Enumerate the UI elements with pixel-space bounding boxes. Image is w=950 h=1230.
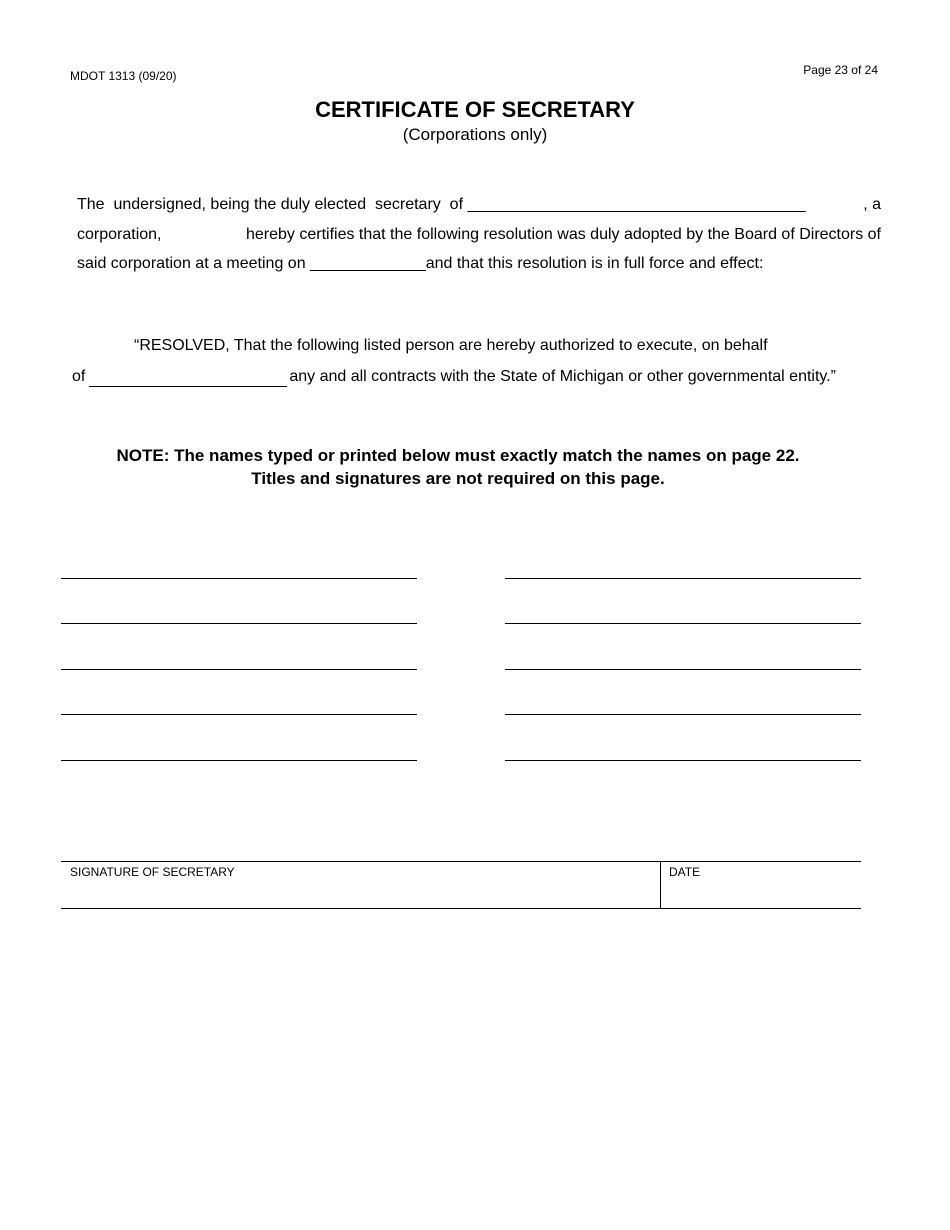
note-line-2: Titles and signatures are not required on this page. xyxy=(251,469,665,488)
name-line-field[interactable] xyxy=(61,578,417,579)
certification-text: , a xyxy=(863,196,881,213)
form-code: MDOT 1313 (09/20) xyxy=(70,69,177,83)
note xyxy=(0,444,916,490)
resolution-line-2 xyxy=(72,367,836,387)
signature-block xyxy=(61,861,861,909)
company-name-field[interactable] xyxy=(89,367,287,387)
certification-text: corporation, xyxy=(77,226,162,243)
certification-line-3 xyxy=(77,255,881,273)
page-subtitle: (Corporations only) xyxy=(402,125,548,144)
note-line-1: NOTE: The names typed or printed below must exactly match the names on page 22. xyxy=(116,446,800,465)
name-line-field[interactable] xyxy=(61,760,417,761)
name-line-field[interactable] xyxy=(61,623,417,624)
certification-text: hereby certifies that the following resolution was duly adopted by the Board of Directors of xyxy=(245,226,881,243)
name-line-field[interactable] xyxy=(505,669,861,670)
date-label: DATE xyxy=(669,865,701,879)
name-line-field[interactable] xyxy=(61,714,417,715)
certification-text: said corporation at a meeting on xyxy=(77,255,311,272)
name-line-field[interactable] xyxy=(61,669,417,670)
page-title: CERTIFICATE OF SECRETARY xyxy=(315,97,635,122)
certification-text: and that this resolution is in full force and effect: xyxy=(425,255,764,272)
page-number: Page 23 of 24 xyxy=(803,63,878,77)
name-line-field[interactable] xyxy=(505,760,861,761)
signature-label: SIGNATURE OF SECRETARY xyxy=(70,865,235,879)
certification-line-1 xyxy=(77,196,881,214)
meeting-date-field[interactable]: _____________ xyxy=(310,255,426,272)
signature-divider xyxy=(660,862,661,909)
resolution-line-1: “RESOLVED, That the following listed person are hereby authorized to execute, on behalf xyxy=(134,337,768,354)
certification-line-2 xyxy=(77,226,881,244)
name-line-field[interactable] xyxy=(505,623,861,624)
resolution-text: of xyxy=(72,368,86,385)
resolution-text: any and all contracts with the State of Michigan or other governmental entity.” xyxy=(289,368,836,385)
name-line-field[interactable] xyxy=(505,578,861,579)
corporation-name-field[interactable]: ______________________________________ xyxy=(467,196,806,213)
certification-text: The undersigned, being the duly elected secretary of xyxy=(77,196,468,213)
name-line-field[interactable] xyxy=(505,714,861,715)
